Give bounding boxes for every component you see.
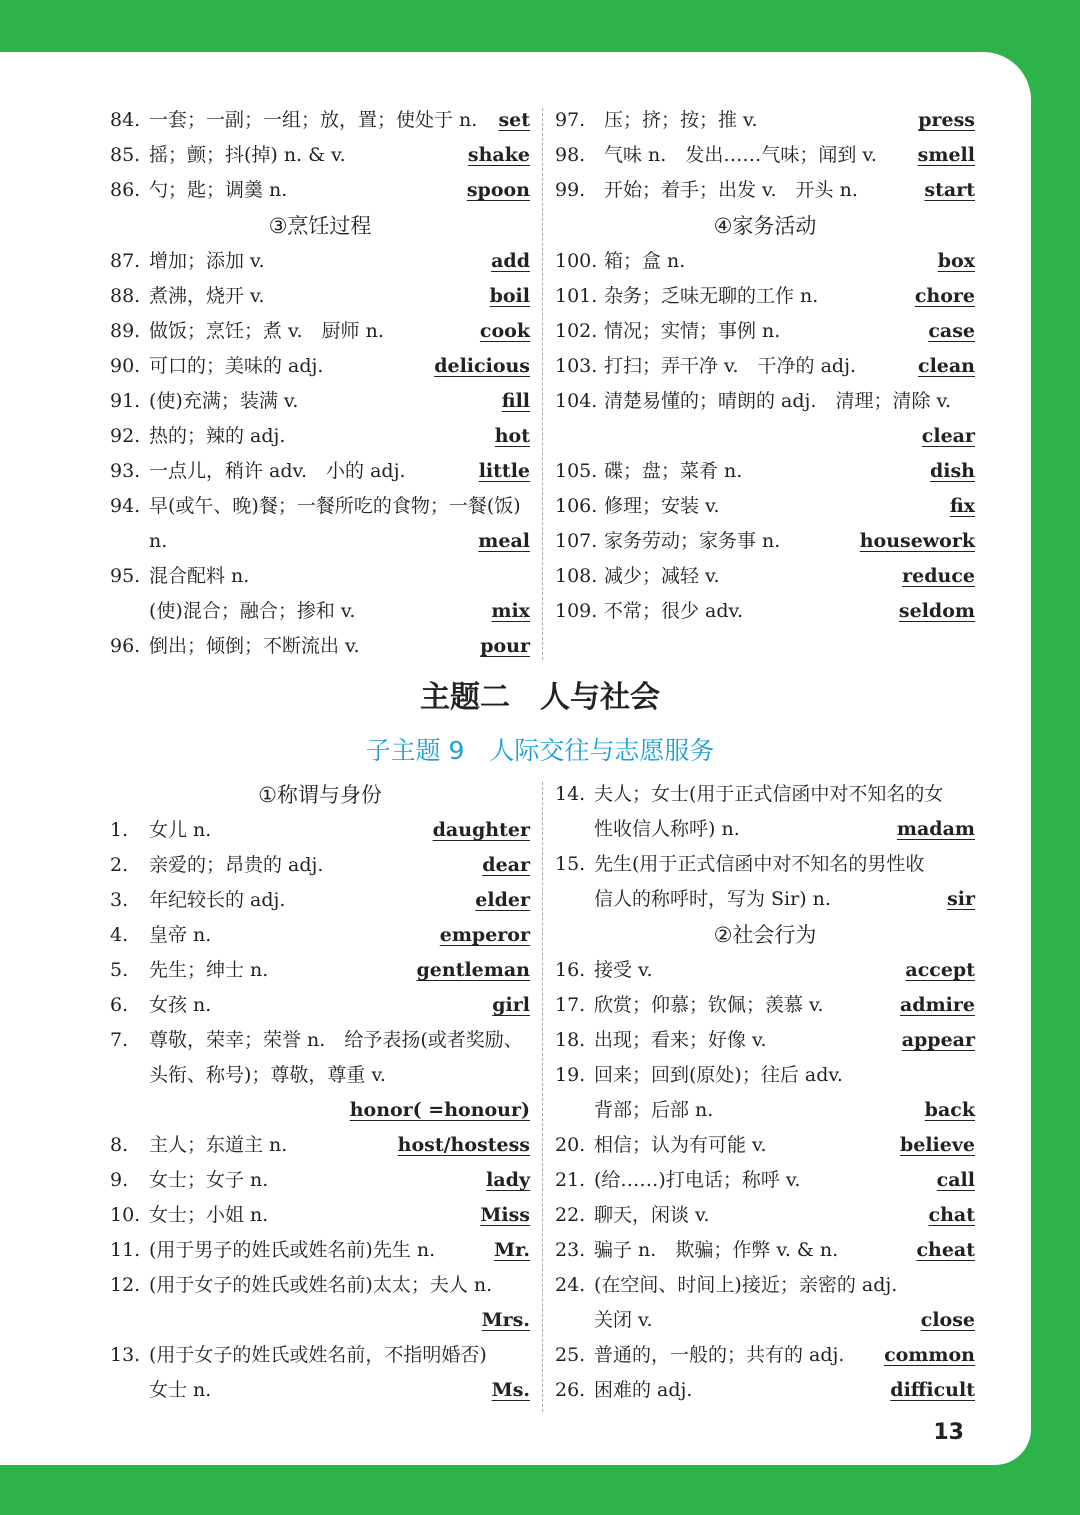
entry-word: girl: [492, 994, 530, 1016]
entry-number: 14.: [555, 783, 586, 805]
vocab-entry: [555, 1023, 975, 1058]
entry-number: 4.: [110, 924, 129, 946]
entry-number: 96.: [110, 635, 141, 657]
entry-definition: 信人的称呼时，写为 Sir) n.: [594, 888, 831, 910]
vocab-entry: [110, 349, 530, 384]
vocab-entry: [555, 812, 975, 847]
vocab-entry: [110, 1163, 530, 1198]
entry-definition: 杂务；乏味无聊的工作 n.: [604, 285, 819, 307]
top-left-column: [110, 103, 530, 664]
vocab-entry: [110, 1303, 530, 1338]
vocab-entry: [555, 103, 975, 138]
entry-word: hot: [494, 425, 530, 447]
entry-definition: 不常；很少 adv.: [604, 600, 744, 622]
entry-number: 86.: [110, 179, 141, 201]
subtheme-title: 子主题 9 人际交往与志愿服务: [365, 736, 715, 765]
entry-number: 26.: [555, 1379, 586, 1401]
vocab-entry: [110, 988, 530, 1023]
entry-definition: 修理；安装 v.: [604, 495, 720, 517]
vocab-entry: [110, 314, 530, 349]
vocab-entry: [110, 594, 530, 629]
entry-definition: 欣赏；仰慕；钦佩；羡慕 v.: [594, 994, 824, 1016]
entry-definition: 女士；女子 n.: [149, 1169, 269, 1191]
vocab-entry: [555, 279, 975, 314]
vocab-entry: [555, 349, 975, 384]
entry-number: 18.: [555, 1029, 586, 1051]
entry-word: fill: [501, 390, 530, 412]
entry-number: 107.: [555, 530, 598, 552]
vocab-entry: [555, 138, 975, 173]
entry-number: 97.: [555, 109, 586, 131]
entry-definition: 打扫；弄干净 v. 干净的 adj.: [604, 355, 857, 377]
entry-definition: 煮沸，烧开 v.: [149, 285, 265, 307]
entry-definition: 清楚易懂的；晴朗的 adj. 清理；清除 v.: [604, 390, 952, 412]
vocab-entry: [555, 1163, 975, 1198]
vocab-entry: [555, 1303, 975, 1338]
entry-number: 11.: [110, 1239, 141, 1261]
entry-word: reduce: [902, 565, 975, 587]
entry-word: add: [491, 250, 530, 272]
entry-definition: (在空间、时间上)接近；亲密的 adj.: [594, 1274, 898, 1296]
entry-number: 17.: [555, 994, 586, 1016]
entry-word: cheat: [916, 1239, 975, 1261]
vocab-entry: [555, 1373, 975, 1408]
vocab-entry: [555, 1093, 975, 1128]
entry-definition: 主人；东道主 n.: [149, 1134, 288, 1156]
entry-number: 102.: [555, 320, 598, 342]
vocab-entry: [555, 847, 975, 882]
entry-definition: 箱；盒 n.: [604, 250, 686, 272]
section-heading: ④家务活动: [713, 214, 817, 238]
entry-definition: 气味 n. 发出……气味；闻到 v.: [604, 144, 877, 166]
entry-definition: 亲爱的；昂贵的 adj.: [149, 854, 324, 876]
vocab-entry: [555, 173, 975, 208]
entry-word: believe: [899, 1134, 975, 1156]
entry-number: 90.: [110, 355, 141, 377]
entry-word: close: [920, 1309, 975, 1331]
entry-definition: 家务劳动；家务事 n.: [604, 530, 781, 552]
entry-definition: 尊敬，荣幸；荣誉 n. 给予表扬(或者奖励、: [149, 1029, 523, 1051]
vocab-entry: [555, 1338, 975, 1373]
entry-word: mix: [491, 600, 530, 622]
vocab-entry: [555, 384, 975, 419]
entry-definition: 减少；减轻 v.: [604, 565, 720, 587]
vocab-entry: [555, 524, 975, 559]
entry-word: call: [936, 1169, 975, 1191]
entry-definition: 女士 n.: [149, 1379, 212, 1401]
entry-definition: 女孩 n.: [149, 994, 212, 1016]
entry-definition: 开始；着手；出发 v. 开头 n.: [604, 179, 858, 201]
vocab-entry: [555, 314, 975, 349]
entry-number: 98.: [555, 144, 586, 166]
vocab-entry: [110, 1268, 530, 1303]
entry-number: 12.: [110, 1274, 141, 1296]
top-right-column: [555, 103, 975, 629]
entry-definition: (给……)打电话；称呼 v.: [594, 1169, 801, 1191]
vocab-entry: [555, 454, 975, 489]
entry-definition: 女士；小姐 n.: [149, 1204, 269, 1226]
vocab-entry: [110, 953, 530, 988]
entry-number: 84.: [110, 109, 141, 131]
entry-definition: (用于女子的姓氏或姓名前)太太；夫人 n.: [149, 1274, 493, 1296]
vocab-entry: [110, 1373, 530, 1408]
vocab-entry: [110, 883, 530, 918]
entry-definition: 摇；颤；抖(掉) n. & v.: [149, 144, 346, 166]
entry-word: start: [924, 179, 975, 201]
entry-definition: 出现；看来；好像 v.: [594, 1029, 767, 1051]
entry-number: 109.: [555, 600, 598, 622]
vocab-entry: [110, 1058, 530, 1093]
section-heading: ①称谓与身份: [258, 783, 382, 807]
vocab-entry: [555, 953, 975, 988]
entry-definition: 回来；回到(原处)；往后 adv.: [594, 1064, 843, 1086]
entry-number: 101.: [555, 285, 598, 307]
theme-title: 主题二 人与社会: [420, 680, 660, 715]
entry-number: 92.: [110, 425, 141, 447]
entry-definition: 皇帝 n.: [149, 924, 212, 946]
vocab-entry: [555, 1233, 975, 1268]
entry-number: 100.: [555, 250, 598, 272]
vocab-entry: [555, 882, 975, 917]
entry-definition: n.: [149, 530, 168, 552]
entry-number: 95.: [110, 565, 141, 587]
vocab-entry: [110, 1093, 530, 1128]
entry-word: little: [478, 460, 530, 482]
column-divider: [542, 782, 543, 1412]
entry-word: common: [884, 1344, 975, 1366]
entry-word: boil: [489, 285, 530, 307]
entry-number: 5.: [110, 959, 129, 981]
entry-definition: 夫人；女士(用于正式信函中对不知名的女: [594, 783, 944, 805]
entry-definition: 性收信人称呼) n.: [594, 818, 740, 840]
entry-definition: 女儿 n.: [149, 819, 212, 841]
entry-word: admire: [899, 994, 975, 1016]
entry-definition: 一套；一副；一组；放，置；使处于 n.: [149, 109, 478, 131]
entry-word: difficult: [890, 1379, 975, 1401]
entry-number: 2.: [110, 854, 129, 876]
vocab-entry: [110, 1023, 530, 1058]
entry-definition: 可口的；美味的 adj.: [149, 355, 324, 377]
entry-word: Ms.: [491, 1379, 530, 1401]
entry-number: 1.: [110, 819, 129, 841]
vocab-entry: [110, 559, 530, 594]
entry-word: pour: [480, 635, 530, 657]
entry-number: 15.: [555, 853, 586, 875]
entry-definition: 普通的，一般的；共有的 adj.: [594, 1344, 845, 1366]
entry-definition: 相信；认为有可能 v.: [594, 1134, 767, 1156]
entry-word: housework: [859, 530, 975, 552]
entry-number: 19.: [555, 1064, 586, 1086]
entry-number: 24.: [555, 1274, 586, 1296]
entry-word: shake: [467, 144, 530, 166]
bottom-left-column: [110, 777, 530, 1408]
entry-word: chore: [914, 285, 975, 307]
entry-definition: 压；挤；按；推 v.: [604, 109, 758, 131]
entry-definition: 增加；添加 v.: [149, 250, 265, 272]
entry-definition: 碟；盘；菜肴 n.: [604, 460, 743, 482]
entry-definition: 头衔、称号)；尊敬，尊重 v.: [149, 1064, 386, 1086]
entry-number: 16.: [555, 959, 586, 981]
entry-definition: 一点儿，稍许 adv. 小的 adj.: [149, 460, 406, 482]
entry-number: 7.: [110, 1029, 129, 1051]
entry-definition: 热的；辣的 adj.: [149, 425, 286, 447]
entry-number: 22.: [555, 1204, 586, 1226]
entry-word: spoon: [466, 179, 530, 201]
entry-number: 6.: [110, 994, 129, 1016]
entry-definition: 困难的 adj.: [594, 1379, 693, 1401]
entry-word: fix: [949, 495, 975, 517]
green-frame: [0, 0, 1080, 52]
vocab-entry: [110, 1338, 530, 1373]
entry-definition: 早(或午、晚)餐；一餐所吃的食物；一餐(饭): [149, 495, 521, 517]
vocab-entry: [110, 1198, 530, 1233]
vocab-entry: [555, 1268, 975, 1303]
entry-definition: 关闭 v.: [594, 1309, 653, 1331]
entry-definition: 勺；匙；调羹 n.: [149, 179, 288, 201]
entry-word: Mr.: [494, 1239, 530, 1261]
vocab-entry: [555, 1058, 975, 1093]
entry-definition: (使)充满；装满 v.: [149, 390, 299, 412]
entry-definition: (使)混合；融合；掺和 v.: [149, 600, 356, 622]
entry-word: madam: [896, 818, 975, 840]
vocab-entry: [555, 1198, 975, 1233]
vocab-entry: [555, 1128, 975, 1163]
vocab-entry: [110, 848, 530, 883]
entry-number: 20.: [555, 1134, 586, 1156]
entry-word: accept: [905, 959, 975, 981]
entry-number: 13.: [110, 1344, 141, 1366]
entry-number: 91.: [110, 390, 141, 412]
entry-definition: 先生；绅士 n.: [149, 959, 269, 981]
entry-word: honor( =honour): [349, 1099, 530, 1121]
vocab-entry: [555, 559, 975, 594]
entry-number: 25.: [555, 1344, 586, 1366]
page-number: 13: [933, 1420, 964, 1445]
entry-word: back: [924, 1099, 975, 1121]
entry-number: 21.: [555, 1169, 586, 1191]
entry-definition: 年纪较长的 adj.: [149, 889, 286, 911]
entry-number: 94.: [110, 495, 141, 517]
entry-word: sir: [947, 888, 975, 910]
entry-word: set: [498, 109, 530, 131]
entry-definition: 背部；后部 n.: [594, 1099, 714, 1121]
entry-definition: 骗子 n. 欺骗；作弊 v. & n.: [594, 1239, 839, 1261]
entry-definition: (用于男子的姓氏或姓名前)先生 n.: [149, 1239, 436, 1261]
vocab-entry: [110, 103, 530, 138]
entry-number: 99.: [555, 179, 586, 201]
entry-word: chat: [928, 1204, 975, 1226]
entry-number: 3.: [110, 889, 129, 911]
entry-word: clean: [918, 355, 975, 377]
entry-word: clear: [921, 425, 975, 447]
vocab-entry: [110, 629, 530, 664]
entry-number: 23.: [555, 1239, 586, 1261]
entry-number: 9.: [110, 1169, 129, 1191]
vocab-entry: [110, 918, 530, 953]
entry-number: 105.: [555, 460, 598, 482]
entry-word: seldom: [898, 600, 975, 622]
entry-definition: 混合配料 n.: [149, 565, 250, 587]
vocab-entry: [555, 489, 975, 524]
entry-definition: 聊天，闲谈 v.: [594, 1204, 710, 1226]
entry-number: 106.: [555, 495, 598, 517]
entry-word: appear: [901, 1029, 975, 1051]
column-divider: [542, 108, 543, 660]
vocab-entry: [110, 524, 530, 559]
vocab-entry: [110, 813, 530, 848]
entry-definition: 情况；实情；事例 n.: [604, 320, 781, 342]
bottom-right-column: [555, 777, 975, 1408]
entry-number: 88.: [110, 285, 141, 307]
entry-definition: 做饭；烹饪；煮 v. 厨师 n.: [149, 320, 384, 342]
vocab-entry: [110, 1233, 530, 1268]
entry-word: cook: [479, 320, 530, 342]
entry-definition: 先生(用于正式信函中对不知名的男性收: [594, 853, 925, 875]
entry-word: elder: [475, 889, 530, 911]
section-heading: ③烹饪过程: [268, 214, 372, 238]
vocab-entry: [110, 454, 530, 489]
vocab-entry: [110, 384, 530, 419]
entry-word: case: [928, 320, 975, 342]
entry-definition: 接受 v.: [594, 959, 653, 981]
entry-word: delicious: [434, 355, 530, 377]
vocab-entry: [110, 489, 530, 524]
vocab-entry: [555, 244, 975, 279]
vocab-entry: [110, 244, 530, 279]
entry-word: box: [937, 250, 975, 272]
vocab-entry: [555, 777, 975, 812]
vocab-entry: [110, 138, 530, 173]
entry-word: Miss: [480, 1204, 530, 1226]
entry-word: host/hostess: [397, 1134, 530, 1156]
vocab-entry: [110, 173, 530, 208]
section-heading: ②社会行为: [713, 923, 817, 947]
entry-word: gentleman: [416, 959, 530, 981]
entry-number: 87.: [110, 250, 141, 272]
entry-word: Mrs.: [481, 1309, 530, 1331]
vocab-entry: [555, 594, 975, 629]
vocab-entry: [110, 279, 530, 314]
vocab-entry: [555, 419, 975, 454]
entry-number: 103.: [555, 355, 598, 377]
entry-word: dear: [482, 854, 530, 876]
entry-number: 89.: [110, 320, 141, 342]
vocab-entry: [110, 419, 530, 454]
entry-word: press: [918, 109, 975, 131]
entry-number: 85.: [110, 144, 141, 166]
vocab-entry: [110, 1128, 530, 1163]
vocab-entry: [555, 988, 975, 1023]
entry-definition: (用于女子的姓氏或姓名前，不指明婚否): [149, 1344, 487, 1366]
entry-number: 93.: [110, 460, 141, 482]
entry-word: meal: [478, 530, 530, 552]
entry-word: daughter: [432, 819, 530, 841]
entry-word: emperor: [439, 924, 530, 946]
entry-word: smell: [917, 144, 975, 166]
entry-word: dish: [929, 460, 975, 482]
entry-word: lady: [486, 1169, 530, 1191]
entry-number: 10.: [110, 1204, 141, 1226]
entry-number: 8.: [110, 1134, 129, 1156]
entry-definition: 倒出；倾倒；不断流出 v.: [149, 635, 360, 657]
entry-number: 108.: [555, 565, 598, 587]
entry-number: 104.: [555, 390, 598, 412]
